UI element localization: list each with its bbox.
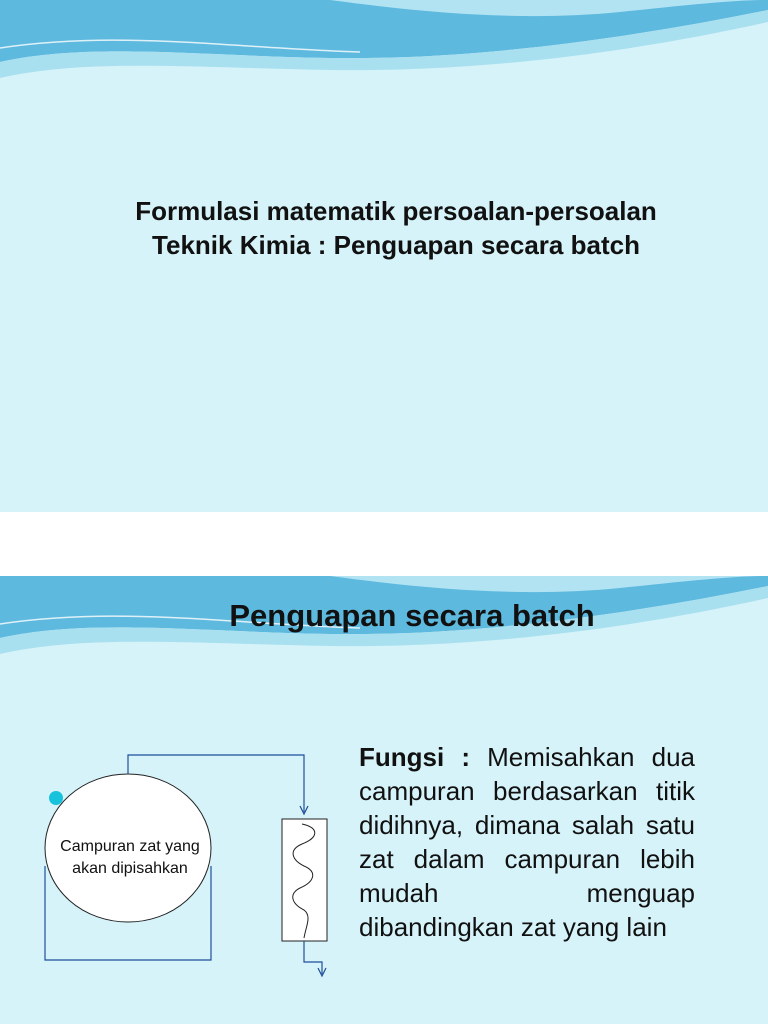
slide-2-title: Penguapan secara batch [229,598,595,633]
function-text: Memisahkan dua campuran berdasarkan titik didihnya, dimana salah satu zat dalam campuran lebih mudah menguap dibandingkan zat yang lain [359,742,695,942]
vessel-label-line-2: akan dipisahkan [72,860,188,877]
vessel-label [40,836,220,880]
header-wave-decoration [0,0,768,90]
function-label: Fungsi : [359,742,470,772]
slide-1-title [40,194,752,262]
title-line-1: Formulasi matematik persoalan-persoalan [135,196,657,226]
outlet-line [304,941,322,974]
slide-gap [0,512,768,576]
bullet-dot [49,791,63,805]
slide-2 [0,576,768,1024]
function-description [359,740,695,944]
condenser [282,819,327,941]
vessel-label-line-1: Campuran zat yang [60,838,200,855]
title-line-2: Teknik Kimia : Penguapan secara batch [152,230,640,260]
